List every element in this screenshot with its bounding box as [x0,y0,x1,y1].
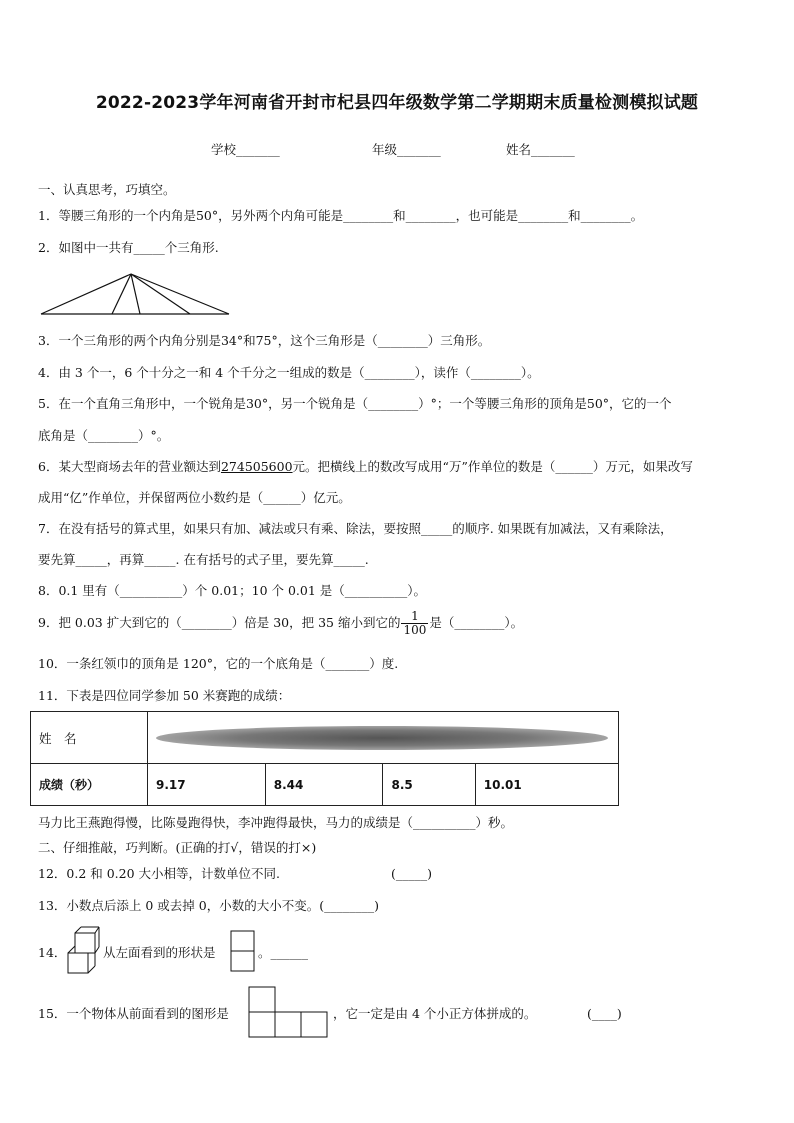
score-cell: 10.01 [475,764,618,806]
question-8: 8．0.1 里有（__________）个 0.01；10 个 0.01 是（__________）。 [38,583,427,598]
question-15-blank: (____) [587,1006,622,1021]
question-7-line-1: 7．在没有括号的算式里，如果只有加、减法或只有乘、除法，要按照_____的顺序. 如果既有加减法，又有乘除法， [38,521,673,536]
question-3: 3．一个三角形的两个内角分别是34°和75°，这个三角形是（________）三角形。 [38,333,491,348]
score-cell: 8.44 [265,764,383,806]
question-11-followup: 马力比王燕跑得慢，比陈曼跑得快，李冲跑得最快，马力的成绩是（__________）秒。 [38,815,514,830]
q6-number: 274505600 [220,459,293,474]
question-4: 4．由 3 个一，6 个十分之一和 4 个千分之一组成的数是（________），读作（________）。 [38,365,540,380]
fraction-denominator: 100 [403,623,427,637]
fraction-numerator: 1 [401,610,428,624]
question-11: 11．下表是四位同学参加 50 米赛跑的成绩： [38,688,291,703]
score-cell: 9.17 [148,764,266,806]
fraction [401,610,428,637]
q9-post: 是（________）。 [429,615,524,630]
table-row [31,712,619,764]
q6-post: 元。把横线上的数改写成用“万”作单位的数是（______）万元，如果改写 [292,459,693,474]
table-label-score: 成绩（秒） [31,764,148,806]
section-2-heading: 二、仔细推敲，巧判断。(正确的打√，错误的打×) [38,840,317,855]
grade-field: 年级_______ [372,142,441,157]
name-field: 姓名_______ [506,142,575,157]
table-label-name: 姓 名 [31,712,148,764]
question-7-line-2: 要先算_____，再算_____. 在有括号的式子里，要先算_____. [38,552,369,567]
question-12-blank: (_____) [391,866,433,881]
table-row [31,764,619,806]
question-5-line-2: 底角是（________）°。 [38,428,170,443]
question-12: 12．0.2 和 0.20 大小相等，计数单位不同. [38,866,281,881]
name-cells-obscured [148,712,619,764]
question-15-post: ，它一定是由 4 个小正方体拼成的。 [333,1006,537,1021]
left-view-figure [230,930,256,974]
q9-pre: 9．把 0.03 扩大到它的（________）倍是 30，把 35 缩小到它的 [38,615,401,630]
q6-pre: 6．某大型商场去年的营业额达到 [38,459,221,474]
cube-stack-figure [65,925,101,977]
question-14-text: 从左面看到的形状是 [103,945,216,960]
score-cell: 8.5 [383,764,475,806]
question-14-blank: 。______ [258,945,309,960]
section-1-heading: 一、认真思考，巧填空。 [38,182,176,197]
question-6-line-2: 成用“亿”作单位，并保留两位小数约是（______）亿元。 [38,490,351,505]
obscured-names-image [156,726,608,750]
page-title: 2022-2023学年河南省开封市杞县四年级数学第二学期期末质量检测模拟试题 [95,93,699,113]
question-6-line-1 [38,459,693,475]
school-field: 学校_______ [211,142,280,157]
question-14-number: 14． [38,945,67,960]
question-13: 13．小数点后添上 0 或去掉 0，小数的大小不变。(________) [38,898,379,913]
question-5-line-1: 5．在一个直角三角形中，一个锐角是30°，另一个锐角是（________）°；一个等腰三角形的顶角是50°，它的一个 [38,396,672,411]
question-15-pre: 15．一个物体从前面看到的图形是 [38,1006,229,1021]
question-1: 1．等腰三角形的一个内角是50°，另外两个内角可能是________和________，也可能是________和________。 [38,208,644,223]
scores-table [30,711,619,806]
triangle-figure [40,272,230,318]
front-view-figure [248,986,328,1040]
question-9 [38,610,523,637]
question-2: 2．如图中一共有_____个三角形. [38,240,219,255]
question-10: 10．一条红领巾的顶角是 120°，它的一个底角是（_______）度. [38,656,399,671]
